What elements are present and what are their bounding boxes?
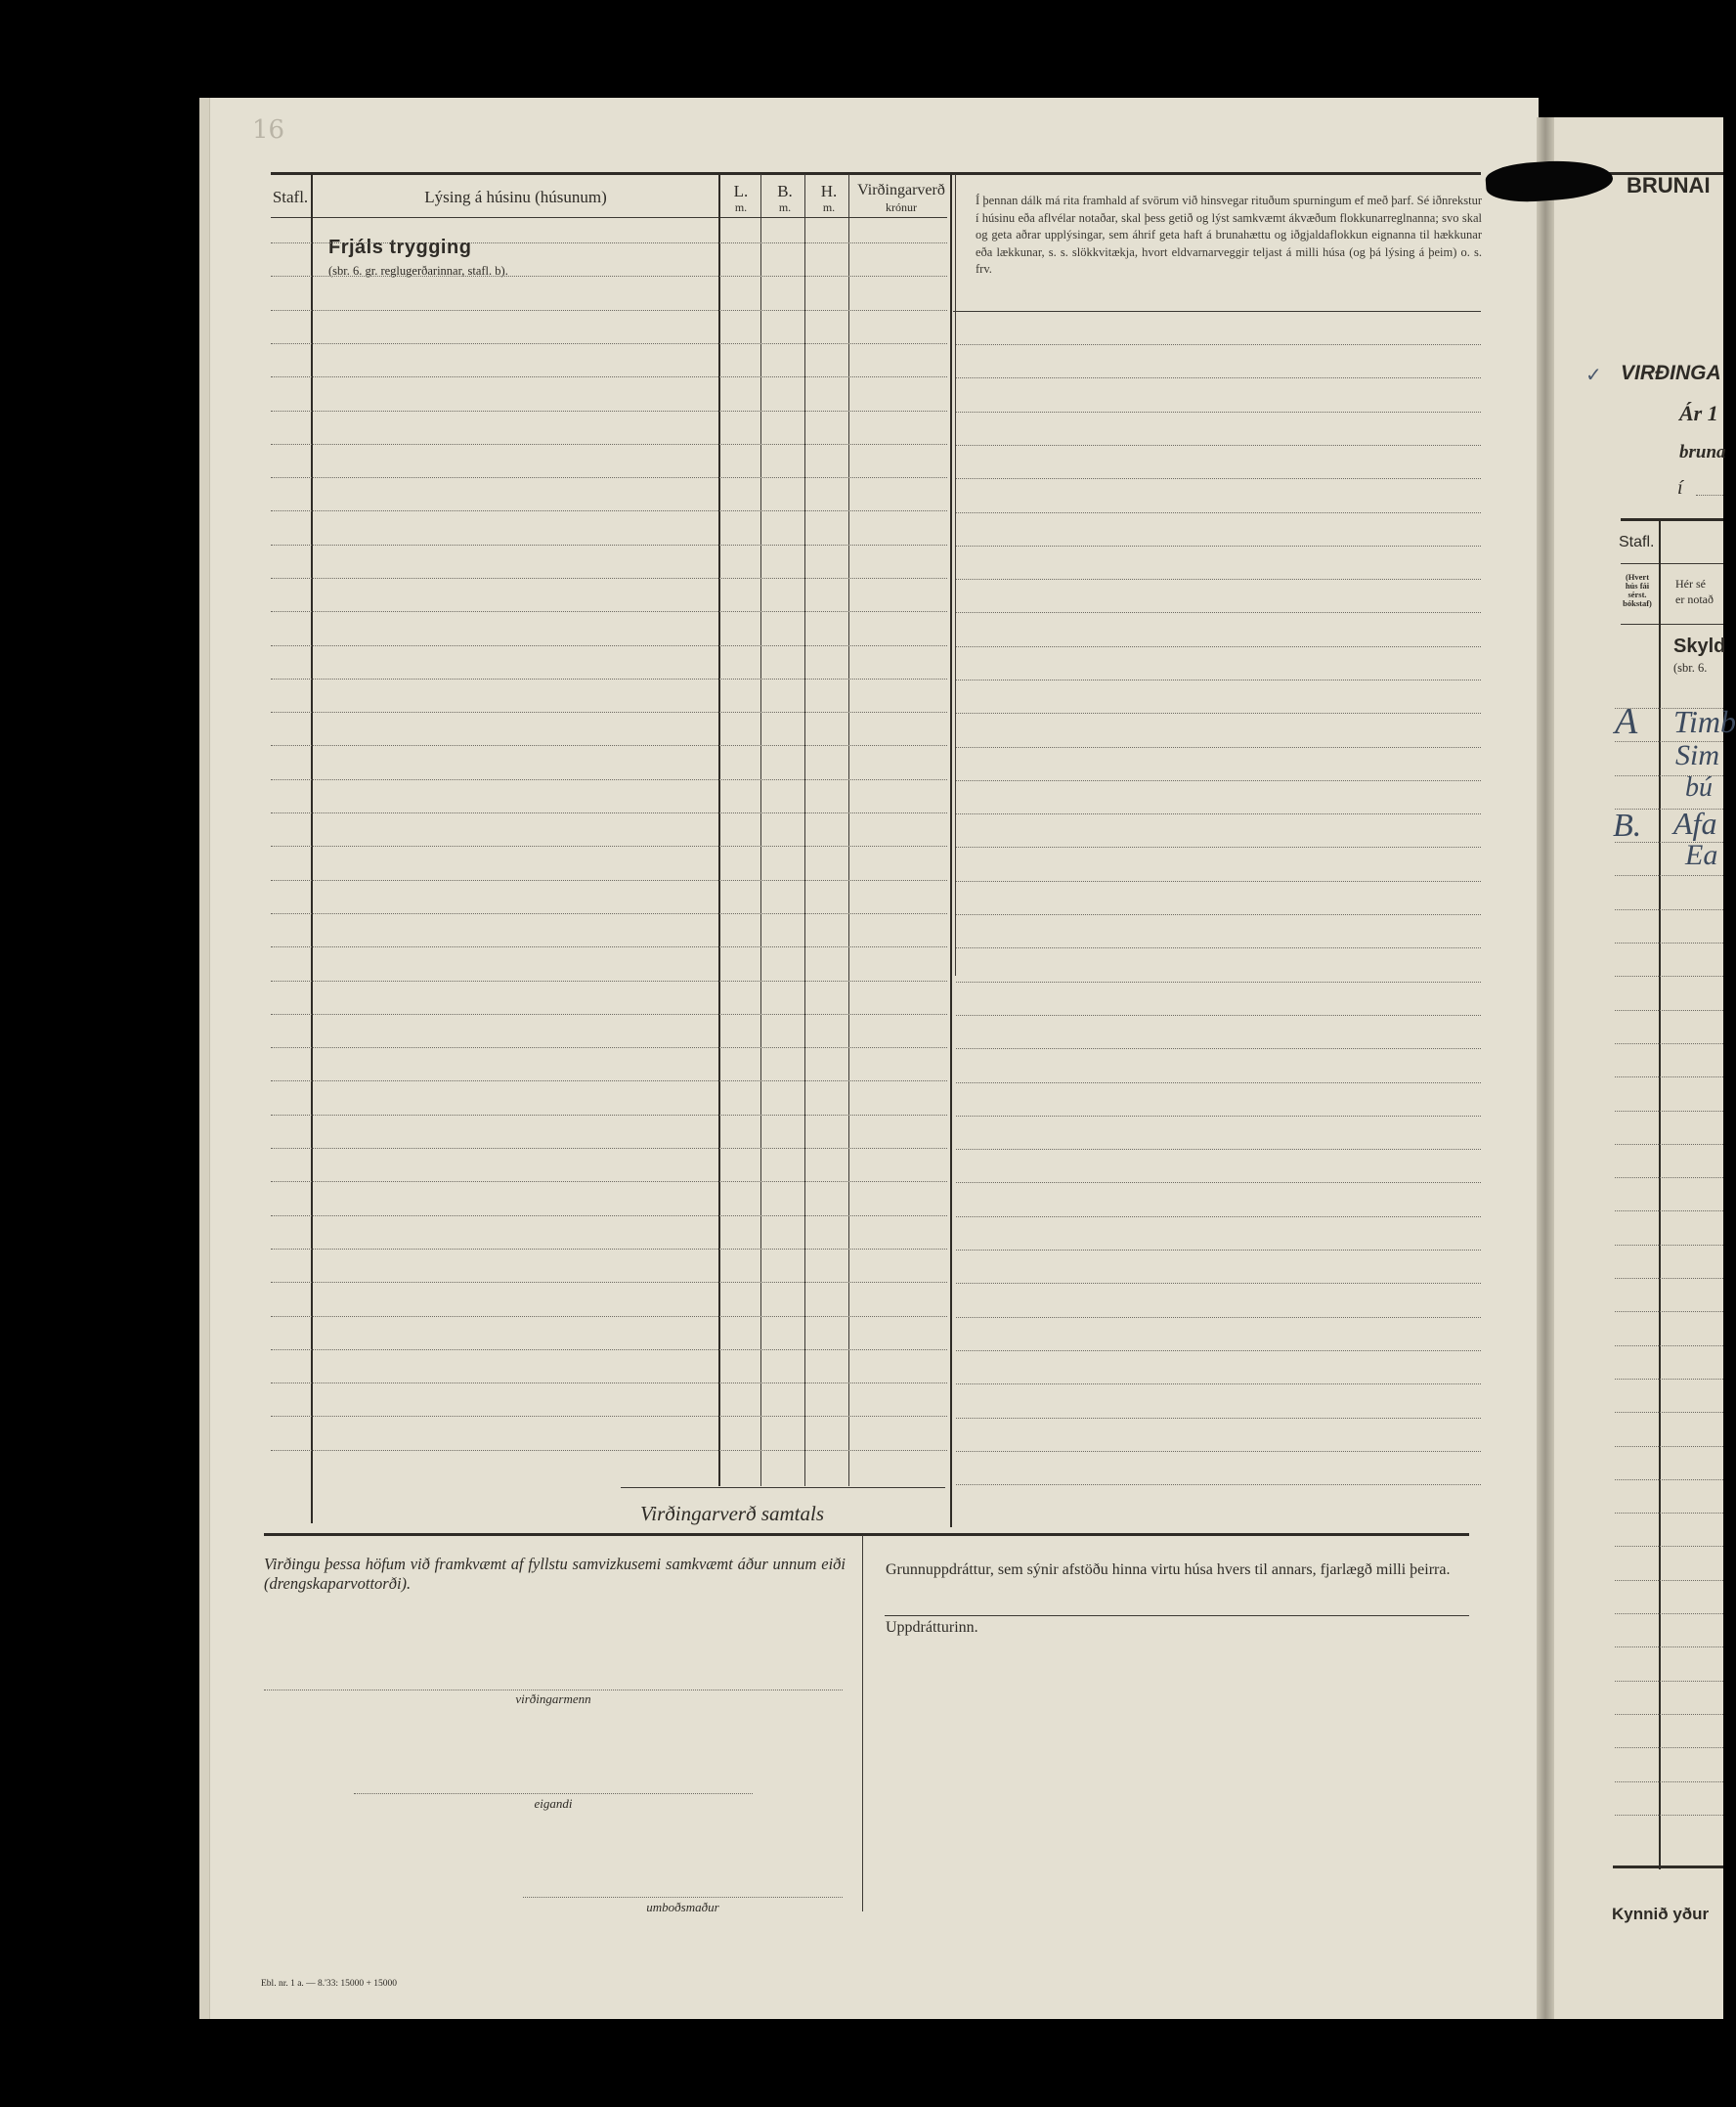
ruled-line-left xyxy=(271,310,947,311)
ruled-line-right xyxy=(956,847,1481,848)
ruled-line-right xyxy=(956,1116,1481,1117)
ruled-line-rightpage xyxy=(1615,842,1723,843)
ruled-line-left xyxy=(271,645,947,646)
ruled-line-left xyxy=(271,679,947,680)
right-skyld: Skyld xyxy=(1673,636,1726,657)
header-h: H. xyxy=(820,182,838,200)
ruled-line-left xyxy=(271,444,947,445)
ruled-line-left xyxy=(271,276,947,277)
ruled-line-right xyxy=(956,1350,1481,1351)
col-rule-lysing xyxy=(718,174,720,1486)
ruled-line-right xyxy=(956,1317,1481,1318)
ruled-line-right xyxy=(956,344,1481,345)
ruled-line-right xyxy=(956,1484,1481,1485)
ruled-line-left xyxy=(271,846,947,847)
right-virdinga: VIRÐINGA xyxy=(1621,362,1721,384)
ruled-line-left xyxy=(271,1080,947,1081)
handwritten-a-line3: bú xyxy=(1685,772,1713,803)
ruled-line-right xyxy=(956,646,1481,647)
col-rule-value xyxy=(950,174,952,1527)
ruled-line-right xyxy=(956,546,1481,547)
section-subtitle: (sbr. 6. gr. reglugerðarinnar, stafl. b). xyxy=(328,264,508,278)
ruled-line-rightpage xyxy=(1615,1446,1723,1447)
book-gutter xyxy=(1537,117,1554,2019)
header-lysing: Lýsing á húsinu (húsunum) xyxy=(424,188,607,206)
ruled-line-left xyxy=(271,779,947,780)
ruled-line-rightpage xyxy=(1615,1747,1723,1748)
table-top-rule xyxy=(271,172,1481,175)
ruled-line-right xyxy=(956,1250,1481,1251)
right-her-se: Hér sé xyxy=(1675,577,1706,591)
header-bottom-rule xyxy=(271,217,947,218)
ruled-line-rightpage xyxy=(1615,775,1723,776)
ruled-line-left xyxy=(271,1148,947,1149)
ruled-line-right xyxy=(956,1383,1481,1384)
plan-text: Grunnuppdráttur, sem sýnir afstöðu hinna virtu húsa hvers til annars, fjarlægð milli þeirra. xyxy=(886,1561,1451,1578)
ruled-line-left xyxy=(271,578,947,579)
ruled-line-left xyxy=(271,913,947,914)
ruled-line-rightpage xyxy=(1615,1714,1723,1715)
ruled-line-rightpage xyxy=(1615,1513,1723,1514)
ruled-line-left xyxy=(271,1282,947,1283)
ruled-line-rightpage xyxy=(1615,1412,1723,1413)
ruled-line-right xyxy=(956,512,1481,513)
ruled-line-rightpage xyxy=(1615,1245,1723,1246)
signature-label-agent: umboðsmaður xyxy=(646,1900,719,1914)
ruled-line-left xyxy=(271,477,947,478)
header-b-unit: m. xyxy=(778,200,792,214)
ruled-line-left xyxy=(271,981,947,982)
right-er-notad: er notað xyxy=(1675,593,1714,606)
plan-divider xyxy=(862,1535,863,1911)
table-bottom-rule xyxy=(264,1533,1469,1536)
ruled-line-left xyxy=(271,1047,947,1048)
ruled-line-right xyxy=(956,914,1481,915)
ruled-line-right xyxy=(956,881,1481,882)
right-bruna: bruna xyxy=(1679,442,1726,462)
page-number-pencil: 16 xyxy=(252,115,285,145)
ruled-line-left xyxy=(271,611,947,612)
ruled-line-rightpage xyxy=(1615,1613,1723,1614)
total-label: Virðingarverð samtals xyxy=(640,1502,825,1525)
ruled-line-left xyxy=(271,1349,947,1350)
ruled-line-left xyxy=(271,1014,947,1015)
ruled-line-left xyxy=(271,1450,947,1451)
ruled-line-left xyxy=(271,1215,947,1216)
plan-label: Uppdrátturinn. xyxy=(886,1619,978,1636)
note-instructions: Í þennan dálk má rita framhald af svörum við hinsvegar rituðum spurningum ef með þarf. Sé iðnrekstur í húsinu eða aflvélar notaðar, skal þess getið og lýst samkvæmt ákvæðum flokkunarreglnanna; svo skal og geta aðrar upplýsingar, sem áhrif geta haft á brunahættu og iðgjaldaflokkun eignanna til hækkunar eða lækkunar, s. s. slökkvitækja, hvort eldvarnarveggir teljast á milli húsa (og þá lýsing á þeim) o. s. frv. xyxy=(976,194,1482,276)
ruled-line-right xyxy=(956,1082,1481,1083)
signature-label-owner: eigandi xyxy=(534,1796,573,1811)
right-sbr: (sbr. 6. xyxy=(1673,661,1708,675)
ruled-line-rightpage xyxy=(1615,1076,1723,1077)
handwritten-b-line2: Ea xyxy=(1685,839,1718,871)
ruled-line-rightpage xyxy=(1615,1546,1723,1547)
ruled-line-left xyxy=(271,242,947,243)
ruled-line-right xyxy=(956,1283,1481,1284)
ruled-line-left xyxy=(271,343,947,344)
right-table-bottom xyxy=(1613,1866,1723,1868)
ruled-line-left xyxy=(271,1181,947,1182)
handwritten-b-line1: Afa xyxy=(1673,806,1717,841)
handwritten-row-a: A xyxy=(1615,701,1638,742)
ruled-line-rightpage xyxy=(1615,708,1723,709)
right-hvert-note: (Hvert hús fái sérst. bókstaf) xyxy=(1623,572,1652,608)
header-b: B. xyxy=(777,182,793,200)
ruled-line-left xyxy=(271,812,947,813)
right-stafl: Stafl. xyxy=(1619,534,1655,550)
right-ar: Ár 1 xyxy=(1679,401,1718,425)
ruled-line-rightpage xyxy=(1615,1111,1723,1112)
ruled-line-right xyxy=(956,1216,1481,1217)
ruled-line-rightpage xyxy=(1615,1278,1723,1279)
ruled-line-left xyxy=(271,1316,947,1317)
col-rule-b xyxy=(804,174,805,1486)
note-bottom-rule xyxy=(953,311,1481,312)
ruled-line-right xyxy=(956,982,1481,983)
ruled-line-right xyxy=(956,579,1481,580)
binding-thread-knot-icon xyxy=(1491,166,1530,196)
plan-rule xyxy=(885,1615,1469,1616)
ruled-line-right xyxy=(956,478,1481,479)
handwritten-a-line2: Sim xyxy=(1675,739,1719,771)
signature-label-appraisers: virðingarmenn xyxy=(515,1691,591,1706)
ruled-line-rightpage xyxy=(1615,1311,1723,1312)
ruled-line-right xyxy=(956,445,1481,446)
handwritten-row-b: B. xyxy=(1613,808,1642,844)
header-kronur: krónur xyxy=(886,200,917,214)
right-col-rule xyxy=(1659,520,1661,1869)
ruled-line-left xyxy=(271,946,947,947)
ruled-line-rightpage xyxy=(1615,1043,1723,1044)
ruled-line-left xyxy=(271,411,947,412)
ruled-line-rightpage xyxy=(1615,1781,1723,1782)
checkmark-icon: ✓ xyxy=(1585,365,1602,386)
ruled-line-right xyxy=(956,1015,1481,1016)
section-title: Frjáls trygging xyxy=(328,237,472,258)
ruled-line-rightpage xyxy=(1615,1144,1723,1145)
ruled-line-rightpage xyxy=(1615,1646,1723,1647)
ruled-line-rightpage xyxy=(1615,1177,1723,1178)
ruled-line-left xyxy=(271,880,947,881)
header-l-unit: m. xyxy=(734,200,748,214)
ruled-line-left xyxy=(271,376,947,377)
ruled-line-rightpage xyxy=(1615,1815,1723,1816)
ruled-line-left xyxy=(271,1115,947,1116)
right-title: BRUNAI xyxy=(1627,173,1711,198)
ruled-line-rightpage xyxy=(1615,1345,1723,1346)
col-rule-h xyxy=(848,174,849,1486)
ruled-line-rightpage xyxy=(1615,976,1723,977)
signature-line-owner xyxy=(354,1793,753,1794)
ruled-line-right xyxy=(956,813,1481,814)
header-stafl: Stafl. xyxy=(272,188,309,206)
ruled-line-rightpage xyxy=(1615,1010,1723,1011)
right-header-rule-2 xyxy=(1621,624,1723,625)
ruled-line-right xyxy=(956,947,1481,948)
ruled-line-rightpage xyxy=(1615,1210,1723,1211)
col-rule-l xyxy=(760,174,761,1486)
right-i: í xyxy=(1677,477,1683,499)
ruled-line-rightpage xyxy=(1615,1681,1723,1682)
ruled-line-right xyxy=(956,1418,1481,1419)
ruled-line-rightpage xyxy=(1615,875,1723,876)
oath-text: Virðingu þessa höfum við framkvæmt af fyllstu samvizkusemi samkvæmt áður unnum eiði (drengskaparvottorði). xyxy=(264,1555,846,1593)
ruled-line-rightpage xyxy=(1615,1479,1723,1480)
ruled-line-left xyxy=(271,1416,947,1417)
ruled-line-right xyxy=(956,377,1481,378)
ruled-line-right xyxy=(956,1182,1481,1183)
ruled-line-right xyxy=(956,1048,1481,1049)
ruled-line-rightpage xyxy=(1615,943,1723,944)
ruled-line-right xyxy=(956,612,1481,613)
right-header-rule xyxy=(1621,563,1723,564)
left-page xyxy=(199,98,1539,2019)
ruled-line-left xyxy=(271,510,947,511)
ruled-line-rightpage xyxy=(1615,909,1723,910)
header-virdingarverd: Virðingarverð xyxy=(857,182,945,198)
ruled-line-rightpage xyxy=(1615,741,1723,742)
header-h-unit: m. xyxy=(822,200,836,214)
ruled-line-right xyxy=(956,780,1481,781)
ruled-line-right xyxy=(956,412,1481,413)
ruled-line-left xyxy=(271,545,947,546)
ruled-line-left xyxy=(271,712,947,713)
right-footer: Kynnið yður xyxy=(1612,1905,1710,1923)
ruled-line-left xyxy=(271,745,947,746)
header-l: L. xyxy=(733,182,749,200)
left-page-edge xyxy=(199,98,210,2019)
ruled-line-left xyxy=(271,1249,947,1250)
ruled-line-right xyxy=(956,1451,1481,1452)
right-i-line xyxy=(1696,495,1723,496)
ruled-line-right xyxy=(956,713,1481,714)
ruled-line-rightpage xyxy=(1615,1379,1723,1380)
form-footer: Ebl. nr. 1 a. — 8.'33: 15000 + 15000 xyxy=(261,1979,398,1989)
ruled-line-right xyxy=(956,1149,1481,1150)
ruled-line-rightpage xyxy=(1615,1580,1723,1581)
col-rule-note xyxy=(955,174,956,976)
signature-line-agent xyxy=(523,1897,843,1898)
handwritten-a-line1: Timb xyxy=(1673,704,1736,739)
right-table-top xyxy=(1621,518,1723,521)
total-top-rule xyxy=(621,1487,945,1488)
ruled-line-rightpage xyxy=(1615,809,1723,810)
ruled-line-right xyxy=(956,747,1481,748)
